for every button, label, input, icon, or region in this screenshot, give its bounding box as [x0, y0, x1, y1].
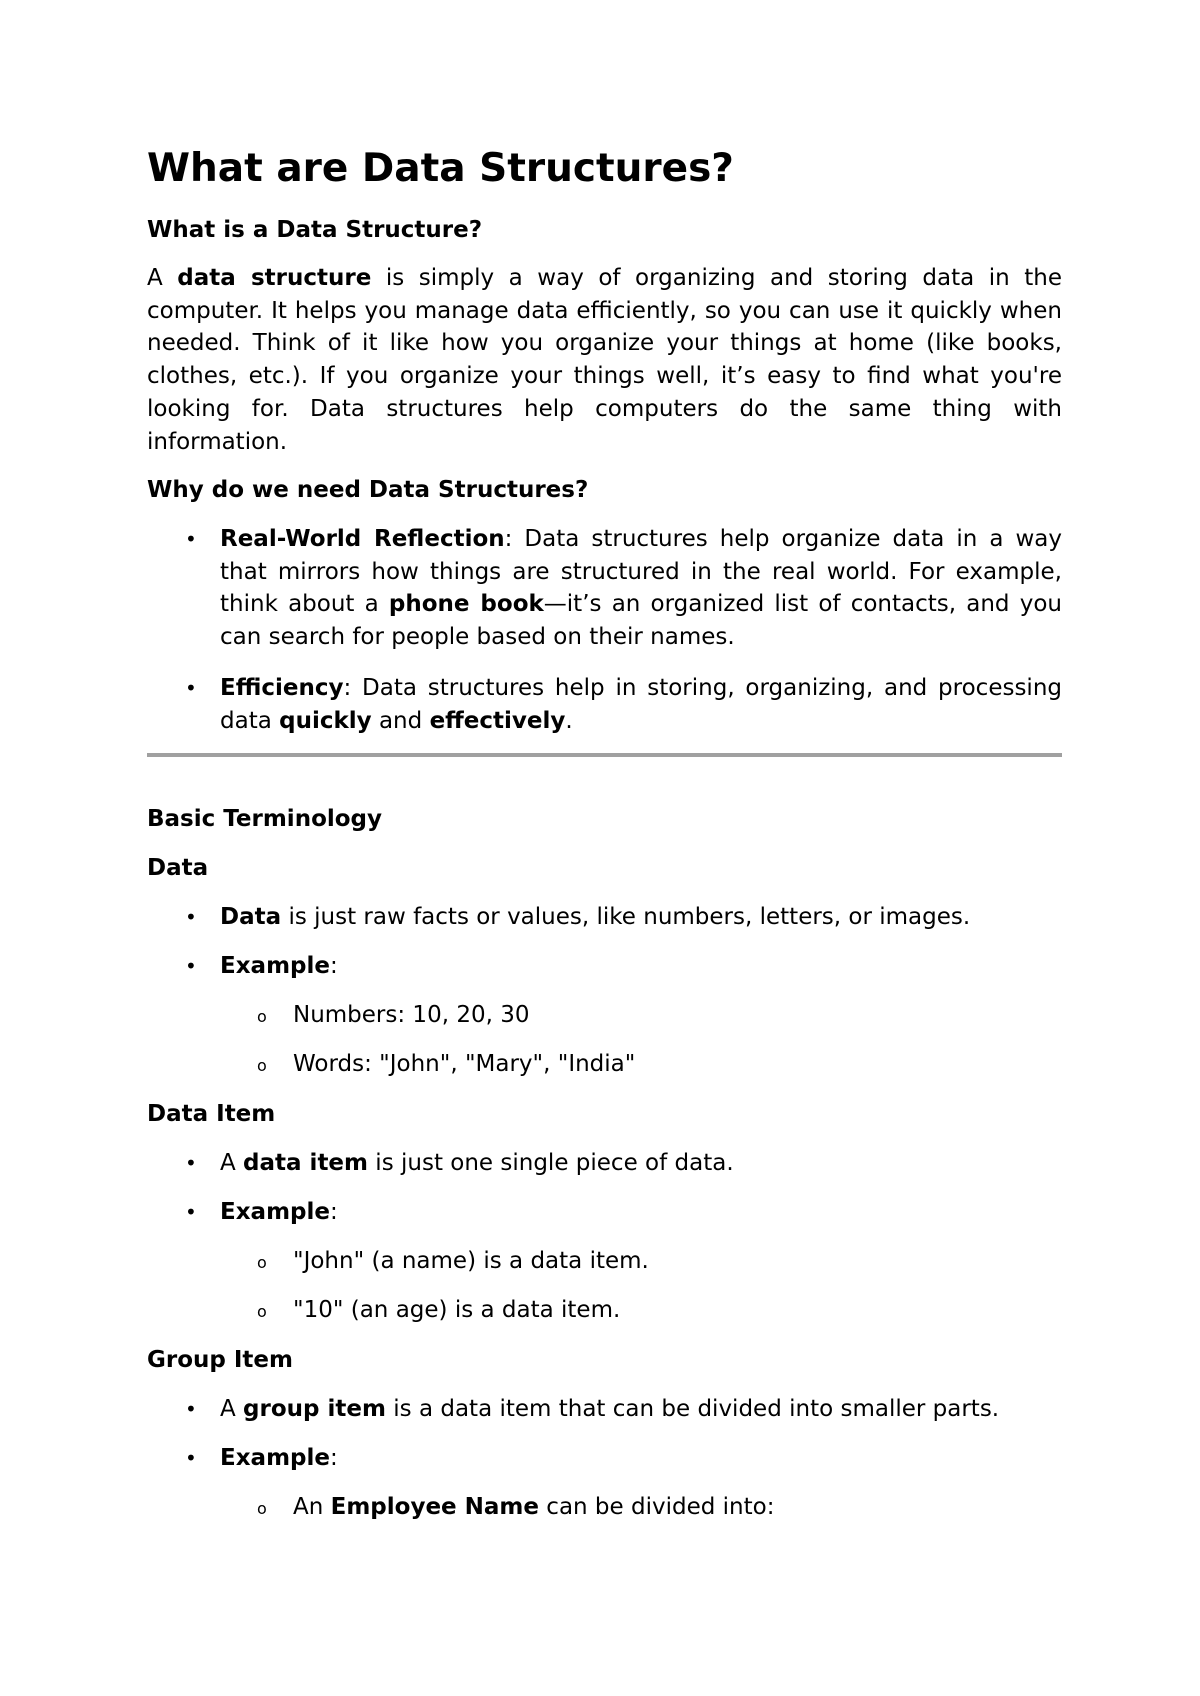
data-example-label: Example [220, 953, 330, 979]
efficiency-and: and [371, 707, 430, 734]
employee-rest: can be divided into: [538, 1494, 775, 1520]
data-example-words-text: Words: "John", "Mary", "India" [293, 1051, 636, 1077]
bullet-icon: • [185, 1397, 197, 1421]
data-item-example-john [257, 1245, 649, 1278]
group-item-pre: A [220, 1396, 244, 1422]
efficiency-end: . [565, 707, 573, 734]
bullet-icon: • [185, 1151, 197, 1175]
why-term-real-world: Real-World Reflection [220, 526, 505, 552]
bullet-icon: • [185, 676, 197, 700]
intro-a: A [147, 265, 178, 291]
why-item-efficiency [185, 672, 1062, 737]
bullet-icon: • [185, 905, 197, 929]
circle-bullet-icon: o [257, 1007, 267, 1026]
efficiency-bold-quickly: quickly [279, 707, 372, 734]
data-term: Data [220, 904, 282, 930]
intro-rest: is simply a way of organizing and storing data in the computer. It helps you manage data efficiently, so you can use it quickly when needed. Think of it like how you organize your things at home (like books, clothes, etc.). If you organize your things well, it’s easy to find what you're looking for. Data structures help computers do the same thing with information. [147, 265, 1062, 455]
bullet-icon: • [185, 1446, 197, 1470]
group-item-example [185, 1442, 1062, 1475]
data-definition-item [185, 901, 1062, 934]
data-item-pre: A [220, 1150, 244, 1176]
data-item-example-label: Example [220, 1199, 330, 1225]
colon: : [329, 1445, 338, 1471]
data-item-example-age-text: "10" (an age) is a data item. [293, 1297, 621, 1323]
colon: : [329, 953, 338, 979]
bullet-icon: • [185, 1200, 197, 1224]
heading-why: Why do we need Data Structures? [147, 477, 589, 503]
data-example-words [257, 1048, 636, 1081]
intro-bold-term: data structure [177, 265, 372, 291]
circle-bullet-icon: o [257, 1499, 267, 1518]
circle-bullet-icon: o [257, 1253, 267, 1272]
why-term-efficiency: Efficiency [220, 675, 344, 701]
bullet-icon: • [185, 954, 197, 978]
group-item-text: is a data item that can be divided into smaller parts. [385, 1396, 1000, 1422]
intro-paragraph [147, 262, 1062, 458]
horizontal-divider [147, 753, 1062, 757]
group-item-example-employee [257, 1491, 775, 1524]
bullet-icon: • [185, 527, 197, 551]
data-definition-text: is just raw facts or values, like numbers, letters, or images. [281, 904, 971, 930]
data-item-definition [185, 1147, 1062, 1180]
heading-data: Data [147, 855, 209, 881]
why-bold-phone-book: phone book [388, 591, 544, 618]
data-example-item [185, 950, 1062, 983]
data-item-example-age [257, 1294, 621, 1327]
data-item-text: is just one single piece of data. [368, 1150, 734, 1176]
group-item-example-label: Example [220, 1445, 330, 1471]
heading-what-is: What is a Data Structure? [147, 217, 483, 243]
data-example-numbers [257, 999, 530, 1032]
data-item-example [185, 1196, 1062, 1229]
page-title: What are Data Structures? [147, 146, 734, 191]
why-text-2: —it’s an organized list of contacts, and you can search for people based on their names. [220, 591, 1062, 651]
colon: : [329, 1199, 338, 1225]
group-item-definition [185, 1393, 1062, 1426]
efficiency-text-1: : Data structures help in storing, organizing, and processing data [220, 675, 1062, 734]
employee-pre: An [293, 1494, 331, 1520]
efficiency-bold-effectively: effectively [429, 707, 566, 734]
data-example-numbers-text: Numbers: 10, 20, 30 [293, 1002, 530, 1028]
circle-bullet-icon: o [257, 1056, 267, 1075]
group-item-term: group item [243, 1396, 386, 1422]
why-item-real-world [185, 523, 1062, 654]
heading-data-item: Data Item [147, 1101, 276, 1127]
data-item-term: data item [243, 1150, 368, 1176]
data-item-example-john-text: "John" (a name) is a data item. [293, 1248, 649, 1274]
heading-basic-terminology: Basic Terminology [147, 806, 383, 832]
why-text-1: : Data structures help organize data in a way that mirrors how things are structured in the real world. For example, think about a [220, 526, 1062, 618]
circle-bullet-icon: o [257, 1302, 267, 1321]
heading-group-item: Group Item [147, 1347, 293, 1373]
employee-name-bold: Employee Name [330, 1494, 539, 1520]
